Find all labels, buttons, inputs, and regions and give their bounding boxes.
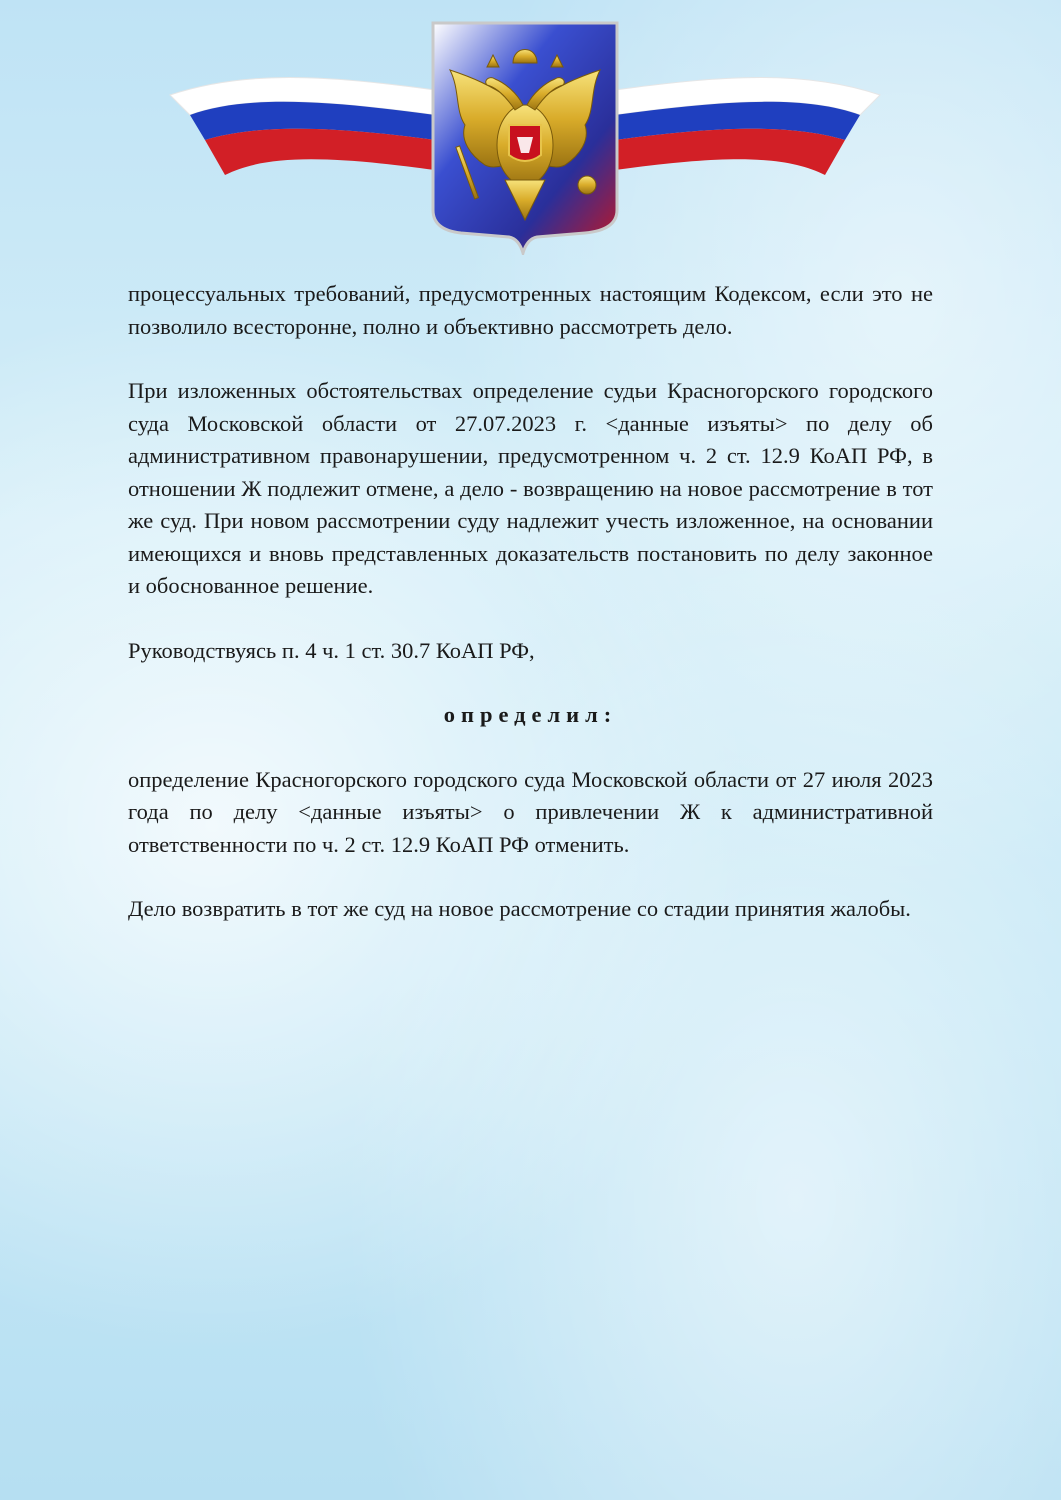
ruling-heading: определил:: [443, 702, 618, 727]
paragraph-procedural-requirements: процессуальных требований, предусмотренных настоящим Кодексом, если это не позволило всесторонне, полно и объективно рассмотреть дело.: [128, 281, 933, 339]
paragraph-return-case: Дело возвратить в тот же суд на новое рассмотрение со стадии принятия жалобы.: [128, 896, 911, 921]
header-emblem-banner: [165, 15, 885, 255]
right-flag-ribbon: [615, 78, 880, 176]
paragraph-ruling: определение Красногорского городского суда Московской области от 27 июля 2023 года по делу <данные изъяты> о привлечении Ж к административной ответственности по ч. 2 ст. 12.9 КоАП РФ отменить.: [128, 766, 933, 857]
paragraph-guided-by: Руководствуясь п. 4 ч. 1 ст. 30.7 КоАП РФ,: [128, 637, 535, 663]
russian-coat-of-arms-icon: [433, 23, 617, 253]
left-flag-ribbon: [170, 78, 435, 176]
document-body: [128, 278, 933, 958]
paragraph-circumstances: При изложенных обстоятельствах определение судьи Красногорского городского суда Московской области от 27.07.2023 г. <данные изъяты> по делу об административном правонарушении, предусмотренном ч. 2 ст. 12.9 КоАП РФ, в отношении Ж подлежит отмене, а дело - возвращению на новое рассмотрение в тот же суд. При новом рассмотрении суду надлежит учесть изложенное, на основании имеющихся и вновь представленных доказательств постановить по делу законное и обоснованное решение.: [128, 378, 933, 598]
